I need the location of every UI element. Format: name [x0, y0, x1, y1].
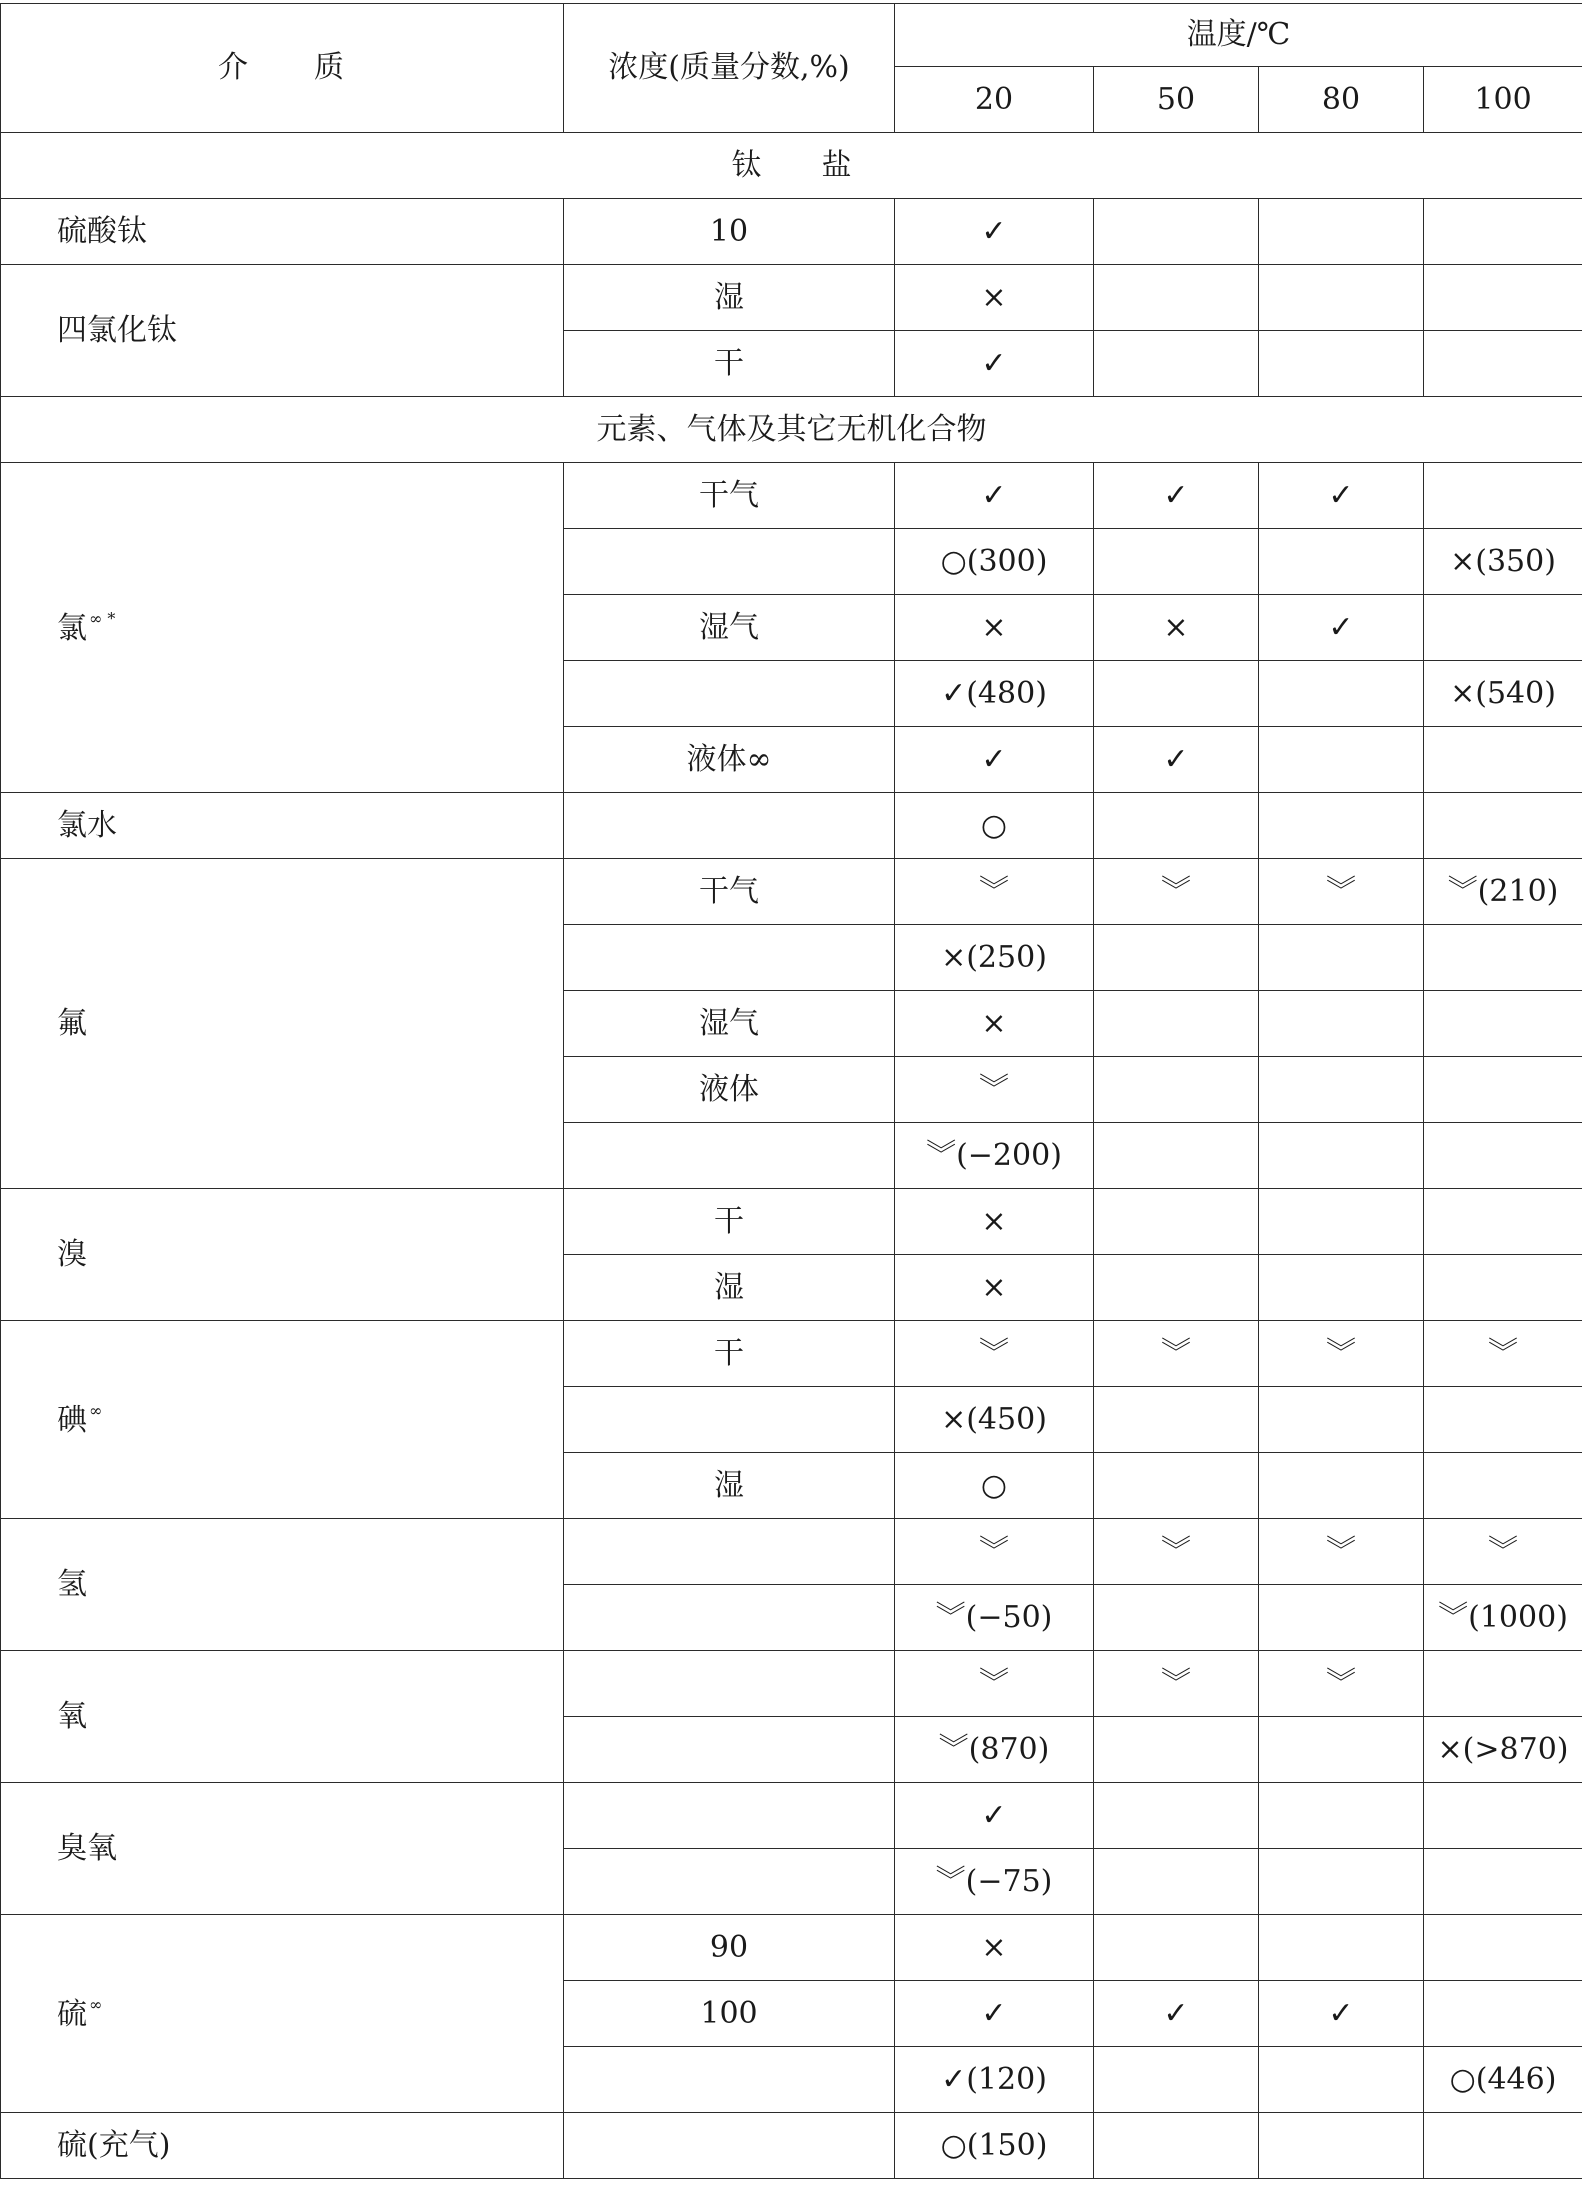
medium-name: 氢	[57, 1566, 87, 1602]
header-medium: 介 质	[1, 4, 564, 133]
rating-cell-50	[1094, 1387, 1259, 1453]
medium-name: 氯	[57, 611, 87, 646]
rating-cell-100: ︾	[1424, 1519, 1582, 1585]
rating-cell-80	[1259, 331, 1424, 397]
rating-cell-50	[1094, 2047, 1259, 2113]
medium-name: 硫酸钛	[57, 213, 147, 249]
concentration-cell: 干	[564, 1321, 895, 1387]
table-row	[1, 1651, 1582, 1717]
rating-cell-50	[1094, 1057, 1259, 1123]
rating-cell-20: ︾(870)	[895, 1717, 1094, 1783]
rating-cell-100	[1424, 1981, 1582, 2047]
rating-cell-100	[1424, 595, 1582, 661]
table-row	[1, 1915, 1582, 1981]
concentration-cell: 10	[564, 199, 895, 265]
rating-cell-100	[1424, 1189, 1582, 1255]
medium-cell	[1, 1651, 564, 1783]
concentration-cell	[564, 661, 895, 727]
concentration-cell: 湿	[564, 1255, 895, 1321]
medium-footnote-mark: ∞ *	[89, 609, 116, 628]
rating-cell-20: ×	[895, 1255, 1094, 1321]
rating-cell-80	[1259, 1915, 1424, 1981]
rating-cell-100	[1424, 1915, 1582, 1981]
concentration-cell: 干	[564, 1189, 895, 1255]
concentration-cell	[564, 1717, 895, 1783]
rating-cell-20: ︾(−75)	[895, 1849, 1094, 1915]
rating-cell-50	[1094, 2113, 1259, 2179]
medium-name: 硫(充气)	[57, 2127, 171, 2163]
rating-cell-20: ︾	[895, 1321, 1094, 1387]
table-row	[1, 1189, 1582, 1255]
concentration-cell: 干气	[564, 463, 895, 529]
rating-cell-20: ✓	[895, 1981, 1094, 2047]
rating-cell-50	[1094, 793, 1259, 859]
table-row	[1, 1321, 1582, 1387]
medium-name: 碘	[57, 1403, 87, 1438]
rating-cell-50	[1094, 199, 1259, 265]
rating-cell-80	[1259, 1057, 1424, 1123]
rating-cell-50	[1094, 1717, 1259, 1783]
concentration-cell	[564, 793, 895, 859]
rating-cell-80	[1259, 1783, 1424, 1849]
rating-cell-80: ✓	[1259, 1981, 1424, 2047]
medium-cell	[1, 859, 564, 1189]
medium-cell	[1, 1783, 564, 1915]
medium-cell	[1, 463, 564, 793]
rating-cell-80	[1259, 265, 1424, 331]
concentration-cell: 液体∞	[564, 727, 895, 793]
rating-cell-20: ×	[895, 991, 1094, 1057]
rating-cell-100	[1424, 1057, 1582, 1123]
header-temp-50: 50	[1094, 67, 1259, 133]
rating-cell-50	[1094, 1585, 1259, 1651]
rating-cell-100	[1424, 1783, 1582, 1849]
concentration-cell: 液体	[564, 1057, 895, 1123]
medium-cell	[1, 199, 564, 265]
rating-cell-50	[1094, 661, 1259, 727]
rating-cell-80	[1259, 925, 1424, 991]
medium-name: 四氯化钛	[57, 312, 177, 348]
rating-cell-50: ×	[1094, 595, 1259, 661]
rating-cell-100: ×(>870)	[1424, 1717, 1582, 1783]
concentration-cell	[564, 1519, 895, 1585]
rating-cell-80	[1259, 199, 1424, 265]
concentration-cell	[564, 1651, 895, 1717]
rating-cell-100: ○(446)	[1424, 2047, 1582, 2113]
concentration-cell: 100	[564, 1981, 895, 2047]
rating-cell-50	[1094, 331, 1259, 397]
rating-cell-80	[1259, 1585, 1424, 1651]
rating-cell-100	[1424, 331, 1582, 397]
rating-cell-100: ×(540)	[1424, 661, 1582, 727]
rating-cell-20: ○	[895, 1453, 1094, 1519]
section-title: 钛 盐	[1, 133, 1582, 199]
rating-cell-50	[1094, 265, 1259, 331]
rating-cell-80	[1259, 661, 1424, 727]
rating-cell-50	[1094, 1783, 1259, 1849]
medium-cell	[1, 793, 564, 859]
rating-cell-100	[1424, 991, 1582, 1057]
rating-cell-50: ︾	[1094, 1651, 1259, 1717]
header-temp-20: 20	[895, 67, 1094, 133]
concentration-cell	[564, 1585, 895, 1651]
rating-cell-20: ︾	[895, 1651, 1094, 1717]
rating-cell-20: ✓(480)	[895, 661, 1094, 727]
medium-footnote-mark: ∞	[89, 1401, 103, 1420]
rating-cell-100	[1424, 2113, 1582, 2179]
rating-cell-100	[1424, 1651, 1582, 1717]
concentration-cell: 干	[564, 331, 895, 397]
rating-cell-50: ✓	[1094, 463, 1259, 529]
rating-cell-20: ○(300)	[895, 529, 1094, 595]
rating-cell-100: ︾(1000)	[1424, 1585, 1582, 1651]
table-row	[1, 859, 1582, 925]
rating-cell-100	[1424, 1387, 1582, 1453]
concentration-cell	[564, 1387, 895, 1453]
rating-cell-80	[1259, 1123, 1424, 1189]
rating-cell-100	[1424, 265, 1582, 331]
rating-cell-80	[1259, 2113, 1424, 2179]
medium-name: 臭氧	[57, 1830, 117, 1866]
concentration-cell	[564, 1783, 895, 1849]
concentration-cell	[564, 2113, 895, 2179]
concentration-cell: 湿	[564, 1453, 895, 1519]
rating-cell-100	[1424, 727, 1582, 793]
rating-cell-50: ︾	[1094, 1519, 1259, 1585]
rating-cell-50	[1094, 529, 1259, 595]
medium-cell	[1, 1321, 564, 1519]
rating-cell-80: ︾	[1259, 859, 1424, 925]
rating-cell-100	[1424, 1123, 1582, 1189]
rating-cell-50	[1094, 1189, 1259, 1255]
table-row	[1, 265, 1582, 331]
concentration-cell	[564, 2047, 895, 2113]
rating-cell-20: ×(250)	[895, 925, 1094, 991]
concentration-cell: 90	[564, 1915, 895, 1981]
rating-cell-20: ✓	[895, 199, 1094, 265]
rating-cell-20: ×	[895, 1189, 1094, 1255]
concentration-cell: 干气	[564, 859, 895, 925]
rating-cell-100	[1424, 1849, 1582, 1915]
rating-cell-50: ︾	[1094, 1321, 1259, 1387]
concentration-cell	[564, 1123, 895, 1189]
rating-cell-20: ✓	[895, 331, 1094, 397]
header-concentration: 浓度(质量分数,%)	[564, 4, 895, 133]
rating-cell-20: ︾(−50)	[895, 1585, 1094, 1651]
rating-cell-50: ✓	[1094, 727, 1259, 793]
medium-cell	[1, 1189, 564, 1321]
medium-cell	[1, 2113, 564, 2179]
rating-cell-20: ○	[895, 793, 1094, 859]
rating-cell-100: ︾(210)	[1424, 859, 1582, 925]
rating-cell-20: ✓(120)	[895, 2047, 1094, 2113]
rating-cell-20: ︾	[895, 1057, 1094, 1123]
rating-cell-80	[1259, 1255, 1424, 1321]
medium-name: 溴	[57, 1236, 87, 1272]
concentration-cell	[564, 529, 895, 595]
rating-cell-20: ×	[895, 1915, 1094, 1981]
rating-cell-20: ×(450)	[895, 1387, 1094, 1453]
rating-cell-50	[1094, 991, 1259, 1057]
medium-name: 氧	[57, 1698, 87, 1734]
concentration-cell	[564, 925, 895, 991]
concentration-cell: 湿气	[564, 595, 895, 661]
rating-cell-100	[1424, 1453, 1582, 1519]
rating-cell-80	[1259, 727, 1424, 793]
rating-cell-80	[1259, 991, 1424, 1057]
rating-cell-100	[1424, 925, 1582, 991]
rating-cell-100: ×(350)	[1424, 529, 1582, 595]
table-row	[1, 1519, 1582, 1585]
medium-name: 硫	[57, 1997, 87, 2032]
rating-cell-80: ︾	[1259, 1651, 1424, 1717]
rating-cell-50	[1094, 1915, 1259, 1981]
medium-name: 氯水	[57, 807, 117, 843]
header-temp-80: 80	[1259, 67, 1424, 133]
rating-cell-50	[1094, 1123, 1259, 1189]
rating-cell-80	[1259, 793, 1424, 859]
medium-footnote-mark: ∞	[89, 1995, 103, 2014]
medium-cell	[1, 1915, 564, 2113]
concentration-cell: 湿气	[564, 991, 895, 1057]
table-header	[1, 4, 1582, 133]
rating-cell-20: ×	[895, 595, 1094, 661]
rating-cell-50: ︾	[1094, 859, 1259, 925]
rating-cell-80	[1259, 1189, 1424, 1255]
table-row	[1, 793, 1582, 859]
rating-cell-80	[1259, 2047, 1424, 2113]
section-row	[1, 397, 1582, 463]
rating-cell-20: ✓	[895, 1783, 1094, 1849]
medium-cell	[1, 1519, 564, 1651]
section-title: 元素、气体及其它无机化合物	[1, 397, 1582, 463]
rating-cell-80	[1259, 1387, 1424, 1453]
rating-cell-100	[1424, 463, 1582, 529]
rating-cell-50	[1094, 1849, 1259, 1915]
rating-cell-50	[1094, 1255, 1259, 1321]
table-row	[1, 463, 1582, 529]
rating-cell-100	[1424, 793, 1582, 859]
rating-cell-20: ︾	[895, 1519, 1094, 1585]
rating-cell-80	[1259, 1453, 1424, 1519]
concentration-cell	[564, 1849, 895, 1915]
rating-cell-20: ✓	[895, 463, 1094, 529]
rating-cell-80	[1259, 529, 1424, 595]
rating-cell-80: ✓	[1259, 463, 1424, 529]
section-row	[1, 133, 1582, 199]
rating-cell-100	[1424, 199, 1582, 265]
rating-cell-80: ︾	[1259, 1321, 1424, 1387]
rating-cell-80: ︾	[1259, 1519, 1424, 1585]
corrosion-resistance-table	[0, 3, 1582, 2179]
rating-cell-20: ×	[895, 265, 1094, 331]
concentration-cell: 湿	[564, 265, 895, 331]
table-body	[1, 133, 1582, 2179]
rating-cell-80: ✓	[1259, 595, 1424, 661]
header-temperature: 温度/℃	[895, 4, 1582, 67]
table-row	[1, 199, 1582, 265]
rating-cell-80	[1259, 1717, 1424, 1783]
medium-name: 氟	[57, 1005, 87, 1041]
rating-cell-100: ︾	[1424, 1321, 1582, 1387]
rating-cell-20: ○(150)	[895, 2113, 1094, 2179]
table-row	[1, 1783, 1582, 1849]
medium-cell	[1, 265, 564, 397]
rating-cell-50: ✓	[1094, 1981, 1259, 2047]
rating-cell-100	[1424, 1255, 1582, 1321]
rating-cell-20: ︾(−200)	[895, 1123, 1094, 1189]
rating-cell-50	[1094, 1453, 1259, 1519]
rating-cell-50	[1094, 925, 1259, 991]
table-row	[1, 2113, 1582, 2179]
rating-cell-80	[1259, 1849, 1424, 1915]
rating-cell-20: ✓	[895, 727, 1094, 793]
rating-cell-20: ︾	[895, 859, 1094, 925]
header-temp-100: 100	[1424, 67, 1582, 133]
